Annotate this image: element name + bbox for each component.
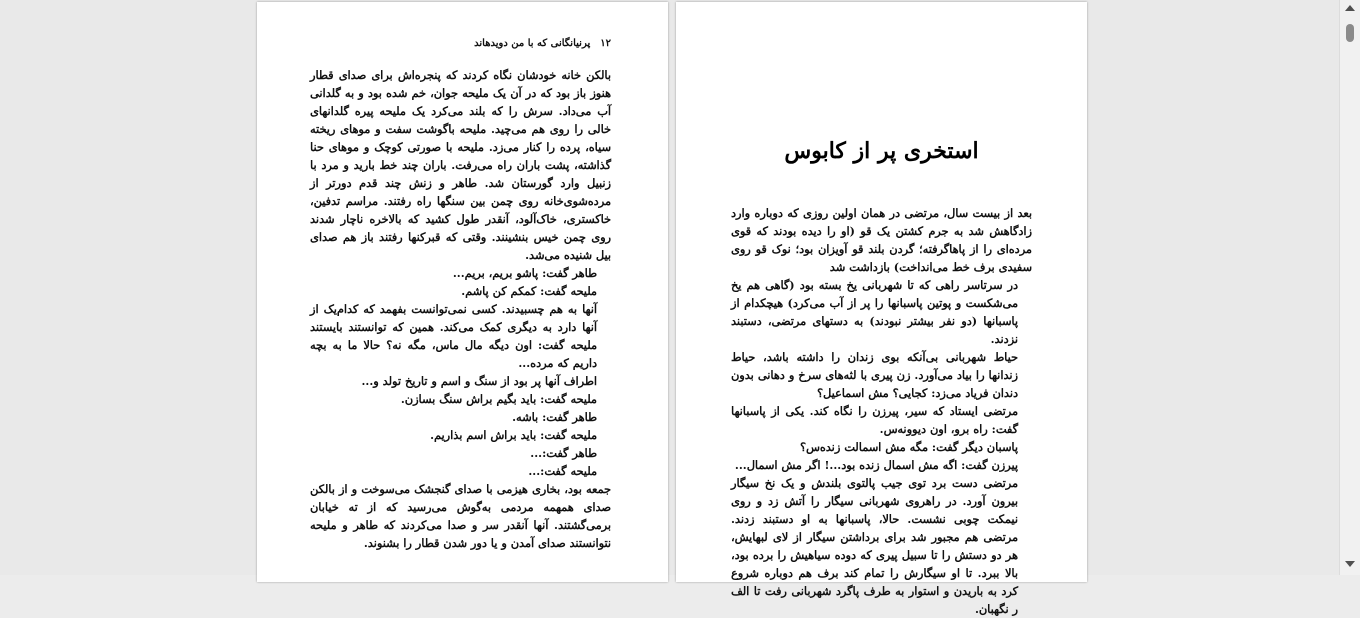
paragraph: جمعه بود، بخاری هیزمی با صدای گنجشک می‌سوخت و از بالکن صدای همهمه مردمی به‌گوش می‌رسید که از ته خیابان برمی‌گشتند. آنها آنقدر سر و صدا می‌کردند که طاهر و ملیحه نتوانستند صدای آمدن و یا دور شدن قطار را بشنوند. — [310, 482, 611, 550]
paragraph: در سرتاسر راهی که تا شهربانی یخ بسته بود (گاهی هم یخ می‌شکست و پوتین پاسبانها را پر از آب می‌کرد) هیچکدام از پاسبانها (دو نفر بیشتر نبودند) به دستهای مرتضی، دستبند نزدند. — [731, 278, 1018, 346]
paragraph: طاهر گفت: پاشو بریم، بریم... — [452, 266, 597, 280]
paragraph: ملیحه گفت: کمکم کن پاشم. — [461, 284, 597, 298]
scrollbar-thumb[interactable] — [1346, 24, 1354, 42]
page-number: ۱۲ — [600, 38, 611, 49]
paragraph: پاسبان دیگر گفت: مگه مش اسمالت زنده‌س؟ — [800, 440, 1018, 454]
paragraph: بالکن خانه خودشان نگاه کردند که پنجره‌اش برای صدای قطار هنوز باز بود که در آن یک ملیحه جوان، خم شده بود و به گلدانی آب می‌داد. سرش را که بلند می‌کرد یک ملیحه پیره گلدانهای خالی را روی هم می‌چید. ملیحه باگوشت سفت و موهای ریخته سیاه، پرده را کنار می‌زد. ملیحه با صورتی کوچک و موهای حنا گذاشته، پشت باران راه می‌رفت. باران چند خط بارید و مرد با زنبیل وارد گورستان شد. طاهر و زنش چند قدم دورتر از مرده‌شوی‌خانه روی چمن بین سنگها راه رفتند. مراسم تدفین، خاکستری، خاک‌آلود، آنقدر طول کشید که بالاخره ناچار شدند روی چمن خیس بنشینند. وقتی که قبرکنها رفتند باز هم صدای بیل شنیده می‌شد. — [310, 68, 611, 262]
paragraph: آنها به هم چسبیدند. کسی نمی‌توانست بفهمد که کدام‌یک از آنها دارد به دیگری کمک می‌کند. همین که توانستند بایستند ملیحه گفت: اون دیگه مال ماس، مگه نه؟ حالا ما به بچه داریم که مرده... — [310, 302, 597, 370]
running-head: پرنیانگانی که با من دویدهاند — [474, 38, 591, 49]
paragraph: طاهر گفت:... — [530, 446, 597, 460]
paragraph: مرتضی ایستاد که سیر، پیرزن را نگاه کند. یکی از پاسبانها گفت: راه برو، اون دیوونه‌س. — [731, 404, 1018, 436]
paragraph: مرتضی دست برد توی جیب پالتوی بلندش و یک نخ سیگار بیرون آورد. در راهروی شهربانی سیگار را آتش زد و روی نیمکت چوبی نشست. حالا، پاسبانها به او دستبند زدند. مرتضی هم مجبور شد برای برداشتن سیگار از لای لبهایش، هر دو دستش را تا سبیل پیری که دوده سیاهیش را برده بود، بالا ببرد. تا او سیگارش را تمام کند برف هم دوباره شروع کرد به باریدن و استوار به طرف پاگرد شهربانی رفت تا الف ر نگهبان. — [731, 476, 1018, 616]
paragraph: طاهر گفت: باشه. — [512, 410, 597, 424]
vertical-scrollbar[interactable] — [1339, 0, 1360, 575]
page-left — [257, 2, 668, 582]
paragraph: ملیحه گفت: باید براش اسم بذاریم. — [430, 428, 597, 442]
paragraph: ملیحه گفت:... — [528, 464, 597, 478]
right-page-body — [731, 204, 1032, 618]
paragraph: حیاط شهربانی بی‌آنکه بوی زندان را داشته باشد، حیاط زندانها را بیاد می‌آورد. زن پیری با لثه‌های سرخ و دهانی بدون دندان فریاد می‌زد: کجایی؟ مش اسماعیل؟ — [731, 350, 1018, 400]
paragraph: بعد از بیست سال، مرتضی در همان اولین روزی که دوباره وارد زادگاهش شد به جرم کشتن یک قو (او را دیده بودند که قوی مرده‌ای را از پاهاگرفته؛ گردن بلند قو آویزان بود؛ نوک قو روی سفیدی برف خط می‌انداخت) بازداشت شد — [731, 206, 1032, 274]
left-page-body — [310, 66, 611, 552]
page-header — [310, 38, 611, 49]
paragraph: ملیحه گفت: باید بگیم براش سنگ بسازن. — [400, 392, 597, 406]
paragraph: پیرزن گفت: اگه مش اسمال زنده بود...! اگر مش اسمال... — [734, 458, 1018, 472]
paragraph: اطراف آنها پر بود از سنگ و اسم و تاریخ تولد و... — [361, 374, 597, 388]
chapter-title: استخری پر از کابوس — [784, 138, 979, 164]
scroll-down-arrow-icon[interactable] — [1345, 561, 1355, 567]
page-right — [676, 2, 1087, 616]
scroll-up-arrow-icon[interactable] — [1345, 5, 1355, 11]
